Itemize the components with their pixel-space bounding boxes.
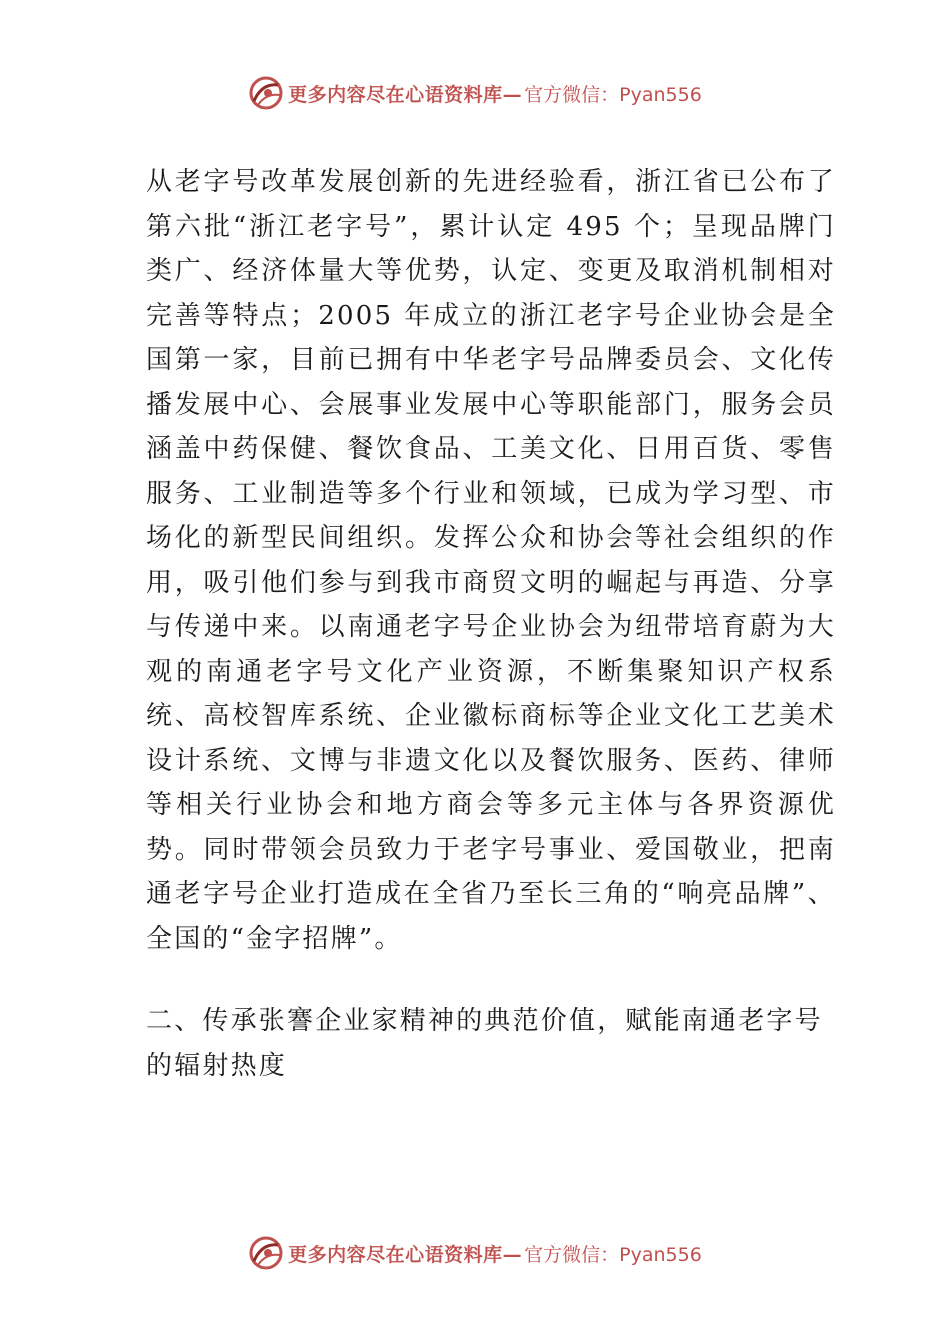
body-paragraph: 从老字号改革发展创新的先进经验看，浙江省已公布了第六批“浙江老字号”，累计认定 495 个；呈现品牌门类广、经济体量大等优势，认定、变更及取消机制相对完善等特点；2005 年成立的浙江老字号企业协会是全国第一家，目前已拥有中华老字号品牌委员会、文化传播发展中心、会展事业发展中心等职能部门，服务会员涵盖中药保健、餐饮食品、工美文化、日用百货、零售服务、工业制造等多个行业和领域，已成为学习型、市场化的新型民间组织。发挥公众和协会等社会组织的作用，吸引他们参与到我市商贸文明的崛起与再造、分享与传递中来。以南通老字号企业协会为纽带培育蔚为大观的南通老字号文化产业资源，不断集聚知识产权系统、高校智库系统、企业徽标商标等企业文化工艺美术设计系统、文博与非遗文化以及餐饮服务、医药、律师等相关行业协会和地方商会等多元主体与各界资源优势。同时带领会员致力于老字号事业、爱国敬业，把南通老字号企业打造成在全省乃至长三角的“响亮品牌”、全国的“金字招牌”。 [146,167,836,954]
header-banner [0,68,950,118]
section-heading: 二、传承张謇企业家精神的典范价值，赋能南通老字号的辐射热度 [146,1006,823,1081]
footer-banner [0,1228,950,1278]
logo-icon [248,1235,284,1271]
banner-text: 更多内容尽在心语资料库— [288,83,523,106]
document-body [146,160,836,1088]
banner-text: 更多内容尽在心语资料库— [288,1243,523,1266]
banner-wechat: 官方微信：Pyan556 [524,1243,702,1266]
logo-icon [248,75,284,111]
banner-wechat: 官方微信：Pyan556 [524,83,702,106]
